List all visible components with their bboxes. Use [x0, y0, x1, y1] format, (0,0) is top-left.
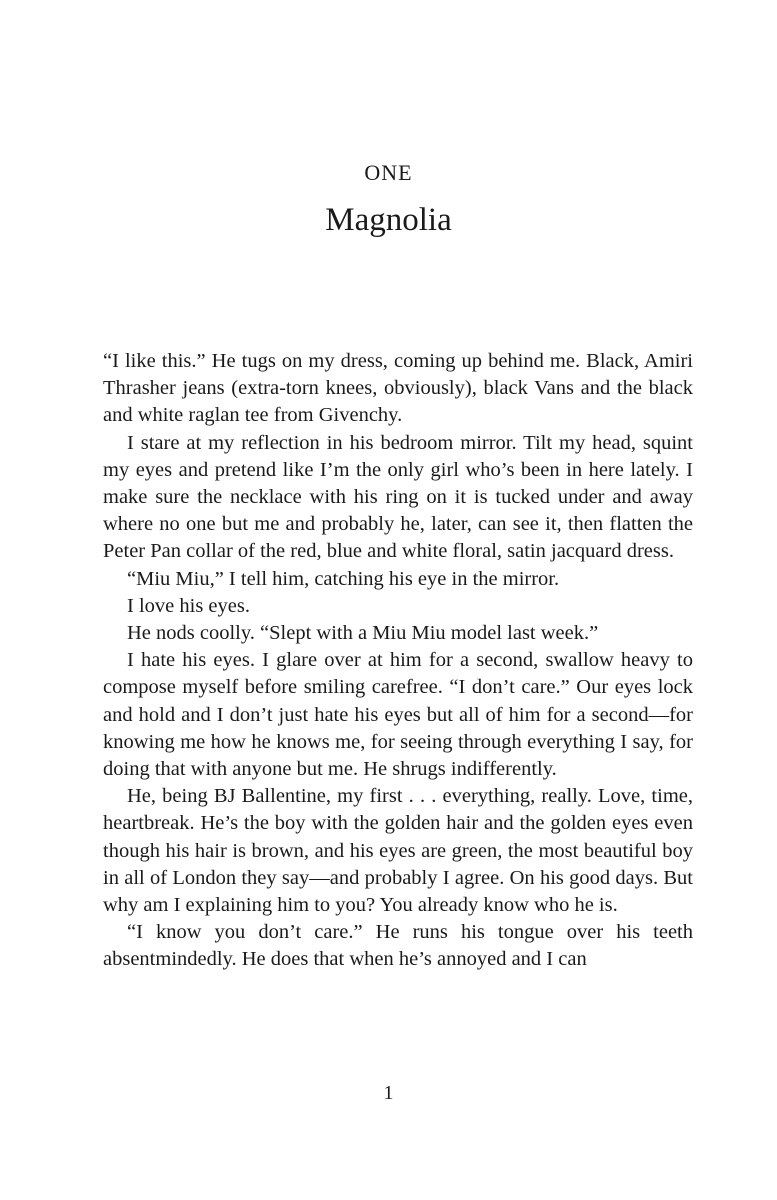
paragraph: “I know you don’t care.” He runs his tongue over his teeth absentmindedly. He does that when he’s annoyed and I can [103, 921, 693, 971]
paragraph: I stare at my reflection in his bedroom mirror. Tilt my head, squint my eyes and pretend like I’m the only girl who’s been in here lately. I make sure the necklace with his ring on it is tucked under and away where no one but me and probably he, later, can see it, then flatten the Peter Pan collar of the red, blue and white floral, satin jacquard dress. [103, 431, 693, 563]
chapter-title: Magnolia [325, 202, 452, 238]
paragraph: He nods coolly. “Slept with a Miu Miu model last week.” [127, 622, 599, 645]
paragraph: I hate his eyes. I glare over at him for a second, swallow heavy to compose myself before smiling carefree. “I don’t care.” Our eyes lock and hold and I don’t just hate his eyes but all of him for a second—for knowing me how he knows me, for seeing through everything I say, for doing that with anyone but me. He shrugs indifferently. [103, 649, 693, 781]
page-number: 1 [383, 1082, 394, 1104]
paragraph: He, being BJ Ballentine, my first . . . everything, really. Love, time, heartbreak. He’s the boy with the golden hair and the golden eyes even though his hair is brown, and his eyes are green, the most beautiful boy in all of London they say—and probably I agree. On his good days. But why am I explaining him to you? You already know who he is. [103, 785, 693, 917]
paragraph: “Miu Miu,” I tell him, catching his eye in the mirror. [127, 567, 560, 590]
paragraph: I love his eyes. [127, 594, 250, 617]
chapter-body [103, 348, 693, 974]
chapter-number: ONE [364, 160, 413, 185]
paragraph: “I like this.” He tugs on my dress, coming up behind me. Black, Amiri Thrasher jeans (extra-torn knees, obviously), black Vans and the black and white raglan tee from Givenchy. [103, 350, 693, 427]
